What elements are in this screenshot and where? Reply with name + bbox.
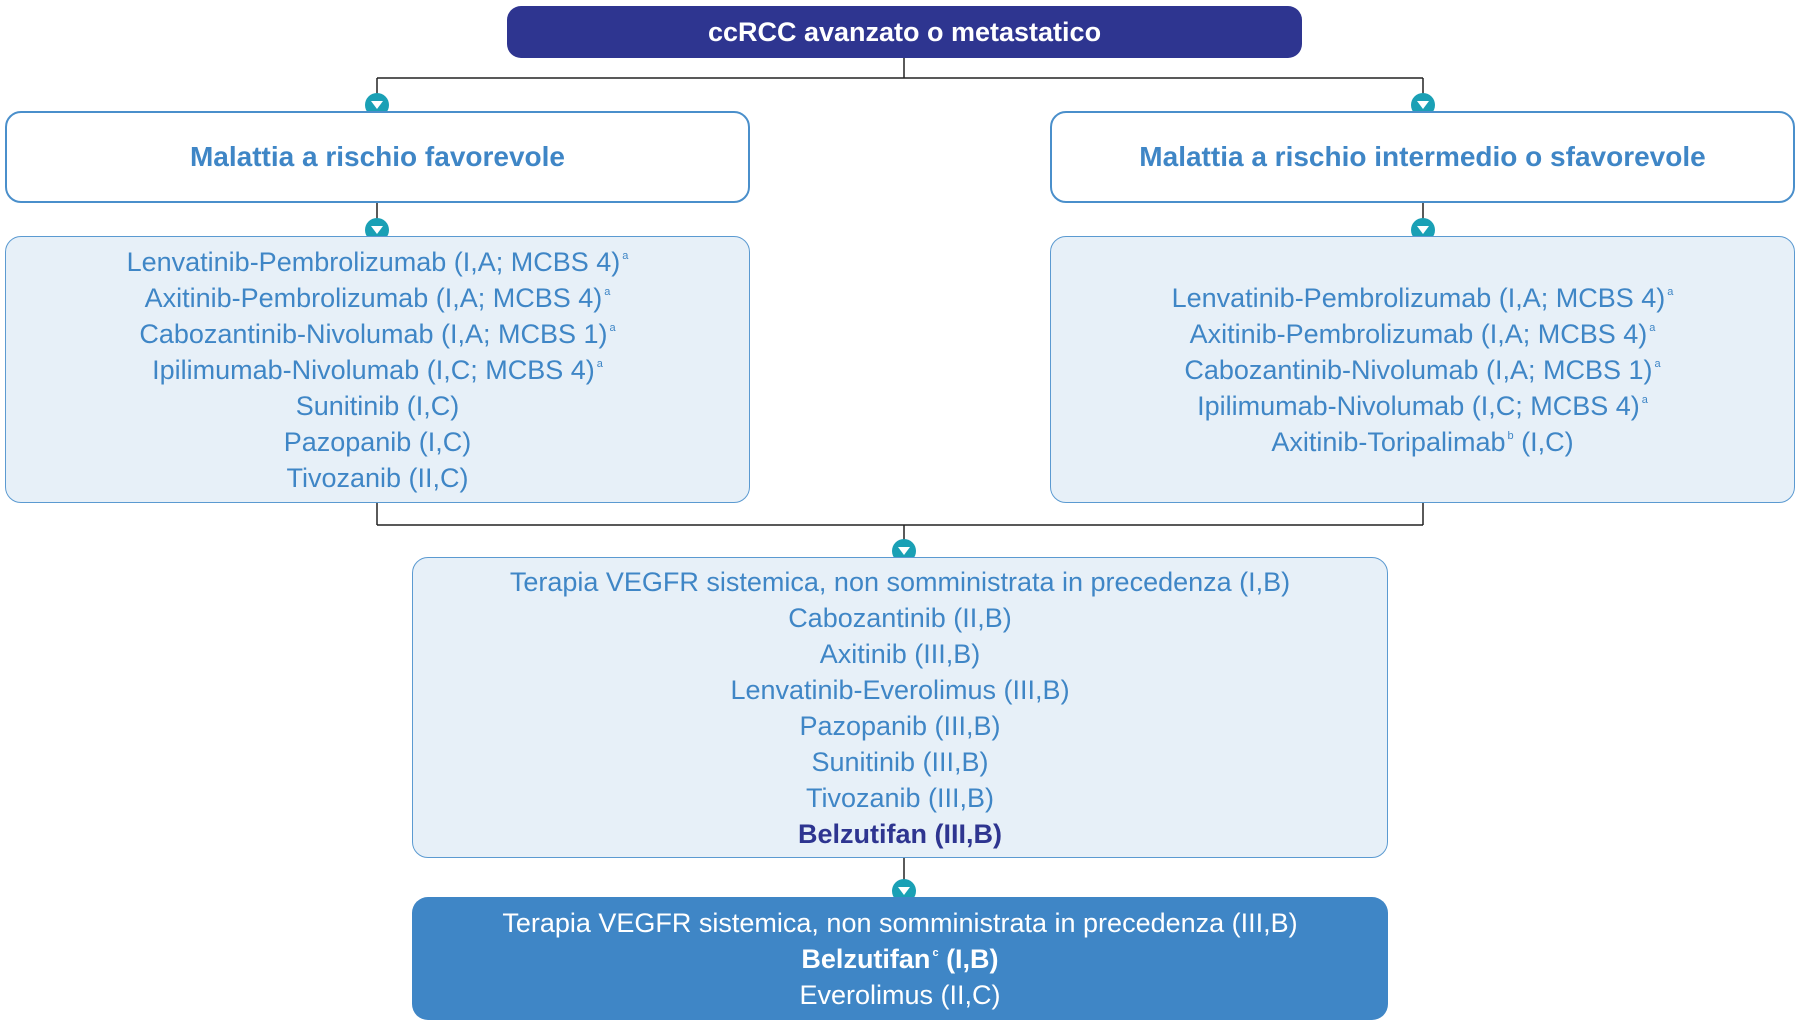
intermediate-poor-risk-node [1050,111,1795,203]
list-item: Lenvatinib-Everolimus (III,B) [730,674,1070,705]
list-item: Axitinib-Pembrolizumab (I,A; MCBS 4) $^a$ [1189,318,1656,349]
list-item: Cabozantinib-Nivolumab (I,A; MCBS 1) $^a$ [139,318,616,349]
list-item: Terapia VEGFR sistemica, non somministrata in precedenza (III,B) [502,907,1298,938]
list-item: Pazopanib (I,C) [283,426,472,457]
highlighted-list-item: Belzutifan (III,B) [798,818,1002,849]
list-item: Axitinib (III,B) [819,638,981,669]
highlighted-list-item: Belzutifan $^c$ (I,B) [801,943,999,974]
list-item: Ipilimumab-Nivolumab (I,C; MCBS 4) $^a$ [1197,390,1648,421]
root-node [507,6,1302,58]
list-item: Pazopanib (III,B) [799,710,1001,741]
list-item: Lenvatinib-Pembrolizumab (I,A; MCBS 4) $^a$ [1171,282,1674,313]
favorable-risk-label: Malattia a rischio favorevole [189,141,566,172]
list-item: Everolimus (II,C) [799,979,1001,1010]
second-line-list [412,557,1388,858]
list-item: Lenvatinib-Pembrolizumab (I,A; MCBS 4) $^a$ [126,246,629,277]
list-item: Ipilimumab-Nivolumab (I,C; MCBS 4) $^a$ [152,354,603,385]
root-node-label: ccRCC avanzato o metastatico [707,16,1102,47]
list-item: Axitinib-Toripalimab $^b$ (I,C) [1271,426,1574,457]
list-item: Sunitinib (III,B) [811,746,989,777]
list-item: Tivozanib (II,C) [286,462,469,493]
intermediate-poor-risk-label: Malattia a rischio intermedio o sfavorevole [1139,141,1706,172]
list-item: Terapia VEGFR sistemica, non somministrata in precedenza (I,B) [509,566,1291,597]
third-line-list [412,897,1388,1020]
list-item: Cabozantinib-Nivolumab (I,A; MCBS 1) $^a$ [1184,354,1661,385]
favorable-first-line-list [5,236,750,503]
intermediate-poor-first-line-list [1050,236,1795,503]
list-item: Axitinib-Pembrolizumab (I,A; MCBS 4) $^a$ [144,282,611,313]
list-item: Sunitinib (I,C) [295,390,460,421]
list-item: Tivozanib (III,B) [805,782,995,813]
favorable-risk-node [5,111,750,203]
list-item: Cabozantinib (II,B) [788,602,1012,633]
